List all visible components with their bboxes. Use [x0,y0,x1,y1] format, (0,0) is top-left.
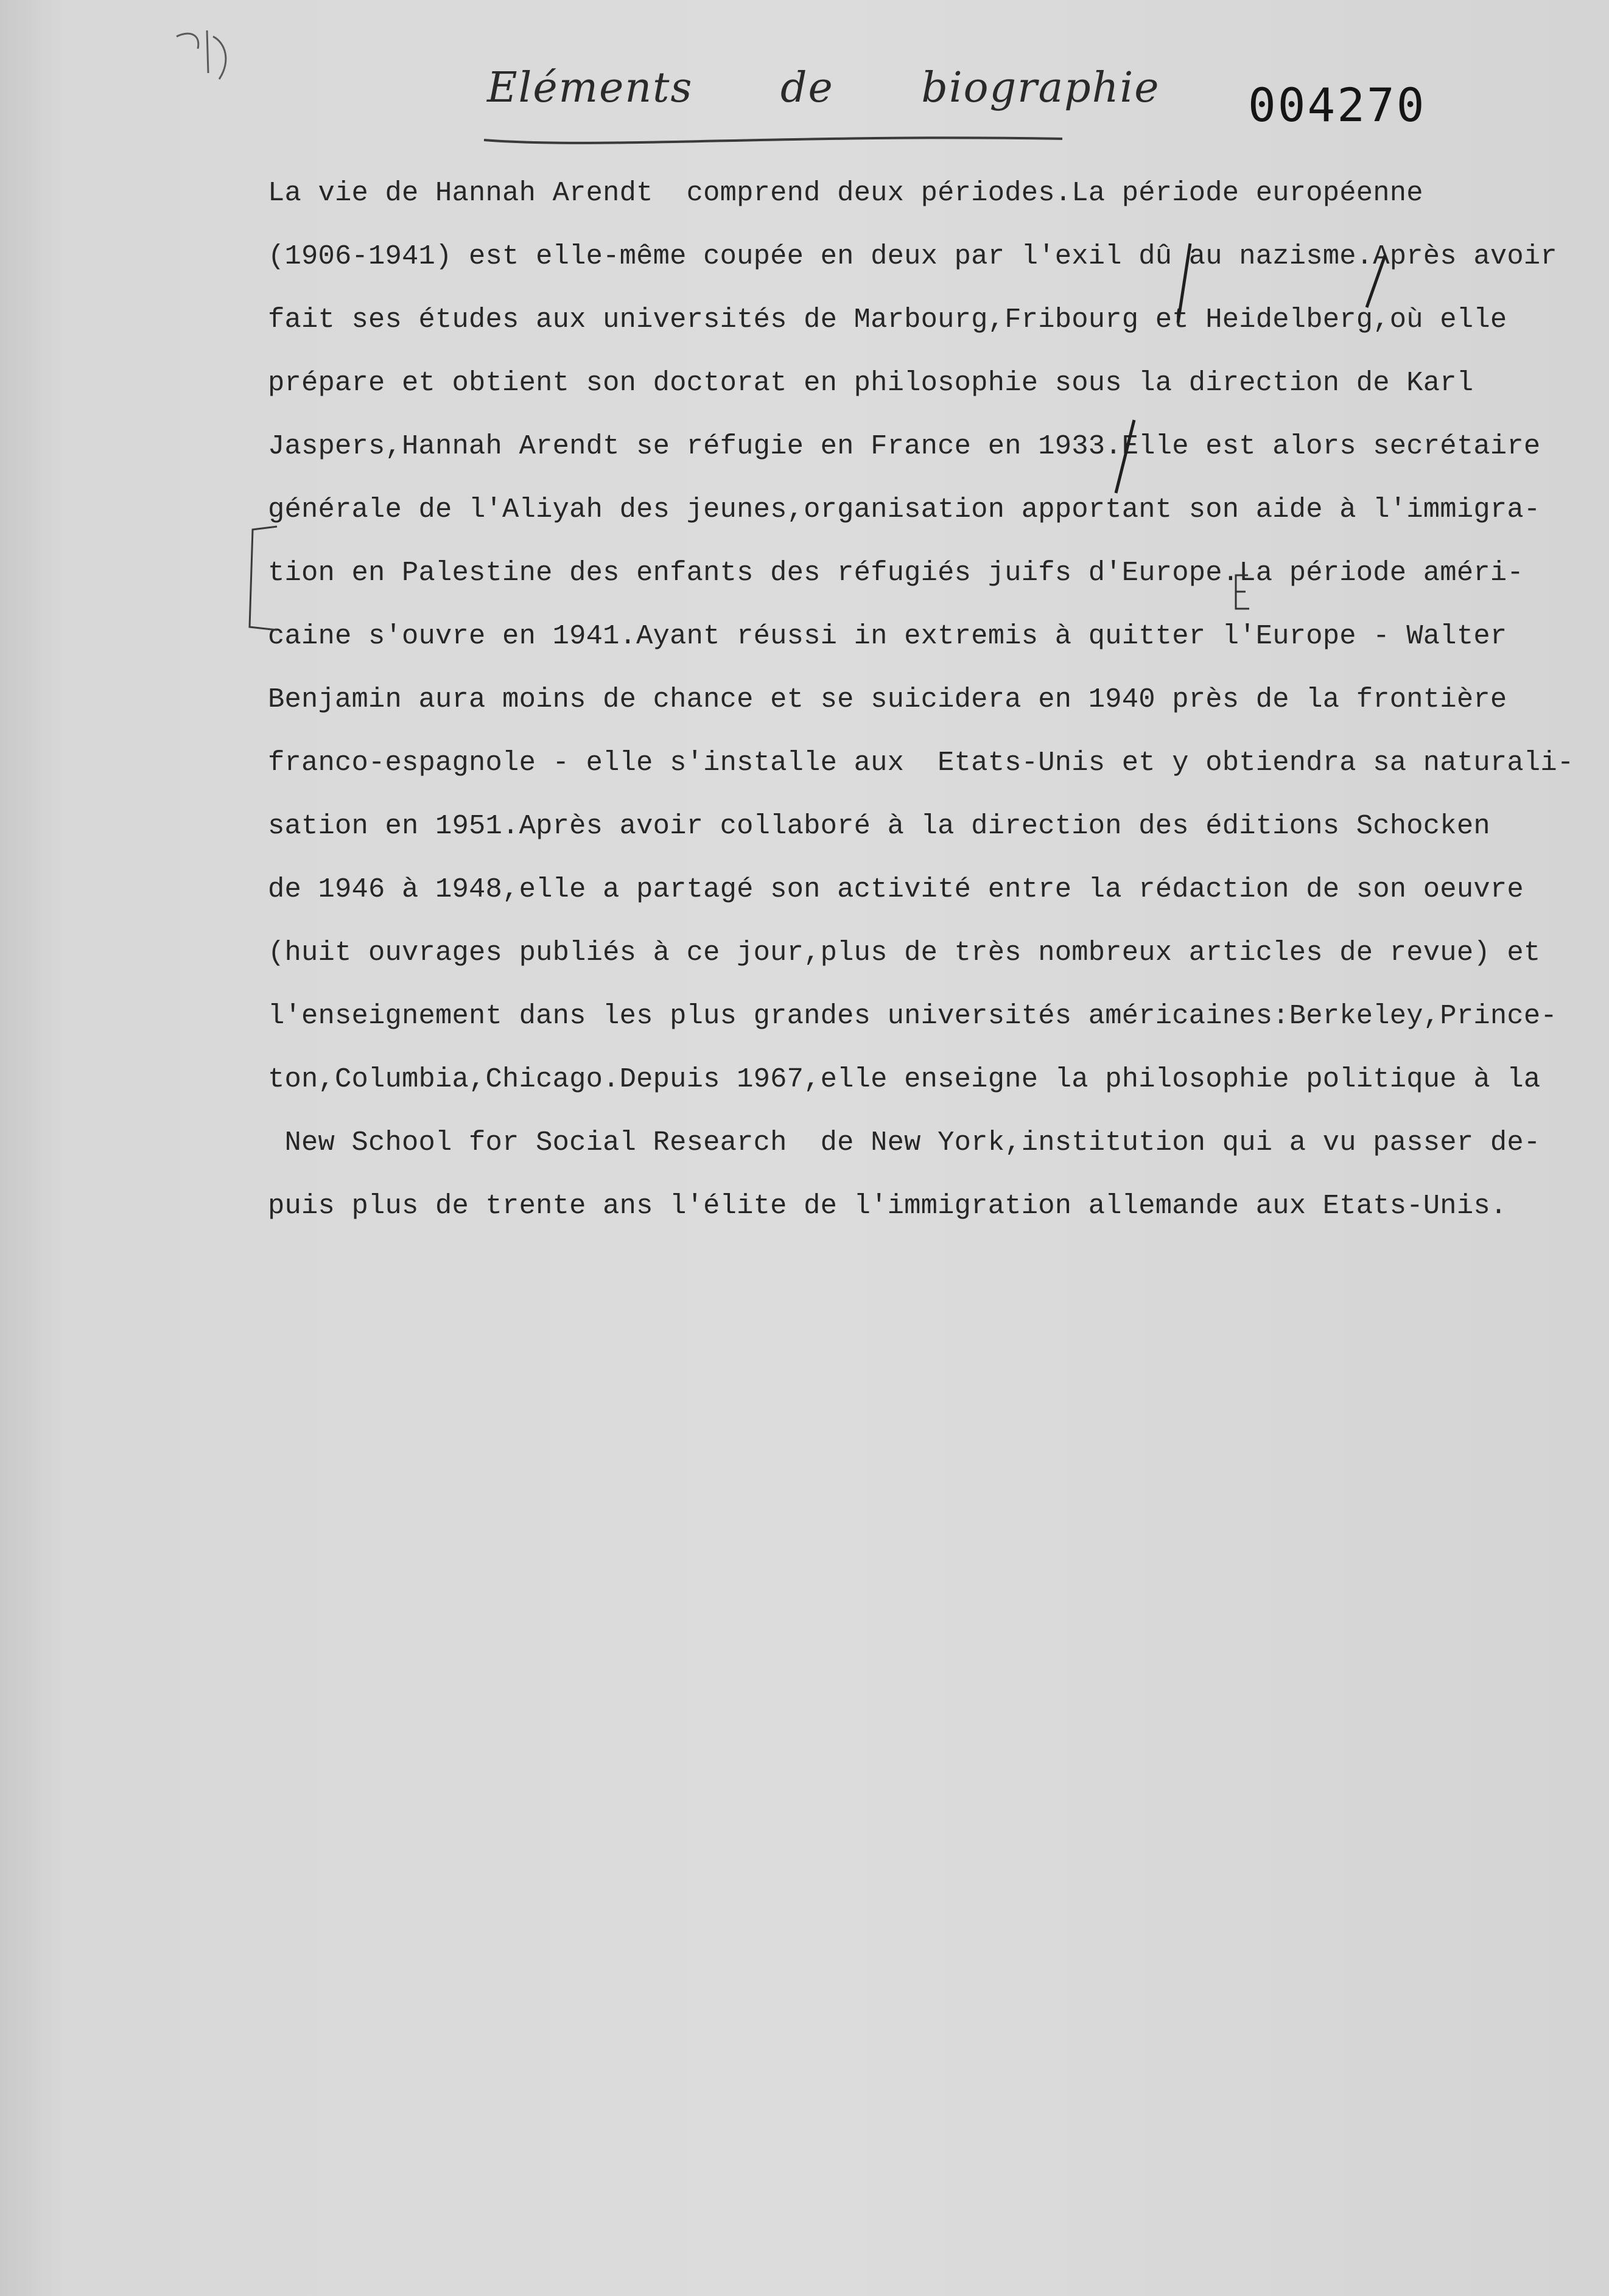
body-line: ton,Columbia,Chicago.Depuis 1967,elle enseigne la philosophie politique à la [268,1063,1541,1095]
body-line: prépare et obtient son doctorat en philosophie sous la direction de Karl [268,367,1474,399]
correction-slash-mark [1166,240,1202,326]
margin-bracket-mark [240,523,283,633]
body-line: Benjamin aura moins de chance et se suicidera en 1940 près de la frontière [268,684,1507,715]
body-line: de 1946 à 1948,elle a partagé son activité entre la rédaction de son oeuvre [268,873,1524,905]
body-line: (1906-1941) est elle-même coupée en deux par l'exil dû au nazisme.Après avoir [268,240,1557,272]
body-line: puis plus de trente ans l'élite de l'immigration allemande aux Etats-Unis. [268,1190,1507,1222]
binding-marks [170,24,237,122]
body-line: Jaspers,Hannah Arendt se réfugie en France en 1933.Elle est alors secrétaire [268,430,1541,462]
body-line: générale de l'Aliyah des jeunes,organisation apportant son aide à l'immigra- [268,494,1541,525]
correction-slash-mark [1358,240,1394,326]
title-underline [481,128,1065,152]
body-line: l'enseignement dans les plus grandes universités américaines:Berkeley,Prince- [268,1000,1557,1032]
body-line: tion en Palestine des enfants des réfugiés juifs d'Europe.La période améri- [268,557,1524,589]
body-line: New School for Social Research de New York,institution qui a vu passer de- [268,1127,1541,1158]
body-line: fait ses études aux universités de Marbourg,Fribourg et Heidelberg,où elle [268,304,1507,335]
body-line: sation en 1951.Après avoir collaboré à la direction des éditions Schocken [268,810,1490,842]
body-line: (huit ouvrages publiés à ce jour,plus de très nombreux articles de revue) et [268,937,1541,968]
handwritten-title: Eléments de biographie [487,64,1160,112]
correction-bracket-mark [1224,566,1260,651]
body-line: franco-espagnole - elle s'installe aux Etats-Unis et y obtiendra sa naturali- [268,747,1574,779]
body-line: caine s'ouvre en 1941.Ayant réussi in extremis à quitter l'Europe - Walter [268,620,1507,652]
correction-slash-mark [1105,414,1141,499]
body-line: La vie de Hannah Arendt comprend deux périodes.La période européenne [268,177,1423,209]
document-number: 004270 [1248,78,1426,132]
